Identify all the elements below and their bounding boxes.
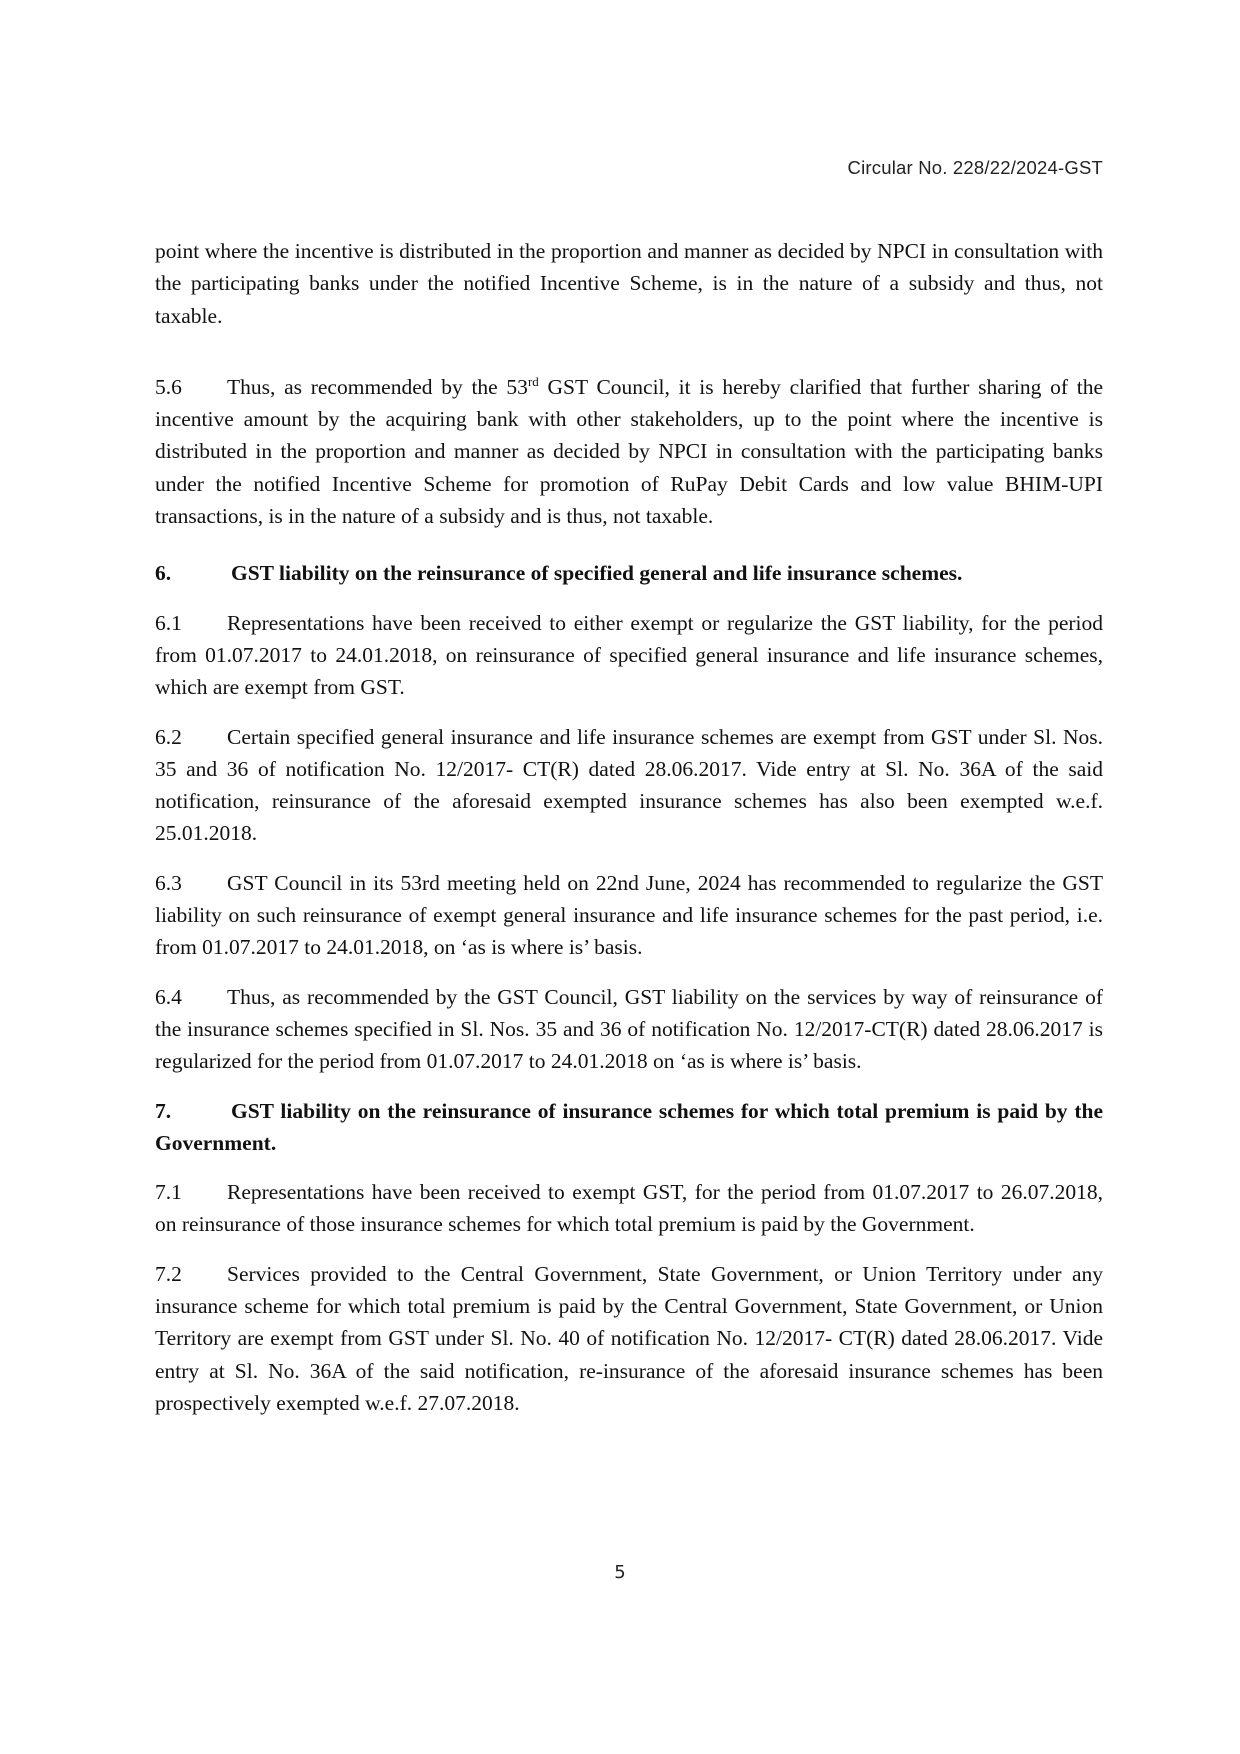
paragraph-text: Representations have been received to exempt GST, for the period from 01.07.2017 to 26.07.2018, on reinsurance of those insurance schemes for which total premium is paid by the Government. <box>155 1180 1103 1237</box>
paragraph-text: Services provided to the Central Government, State Government, or Union Territory under any insurance scheme for which total premium is paid by the Central Government, State Government, or Union Territory are exempt from GST under Sl. No. 40 of notification No. 12/2017- CT(R) dated 28.06.2017. Vide entry at Sl. No. 36A of the said notification, re-insurance of the aforesaid insurance schemes has been prospectively exempted w.e.f. 27.07.2018. <box>155 1261 1103 1415</box>
section-title: GST liability on the reinsurance of specified general and life insurance schemes. <box>231 561 963 586</box>
paragraph-number: 6.4 <box>155 984 182 1009</box>
circular-number: Circular No. 228/22/2024-GST <box>847 157 1103 178</box>
paragraph-text: point where the incentive is distributed in the proportion and manner as decided by NPCI in consultation with the participating banks under the notified Incentive Scheme, is in the nature of a subsidy and thus, not taxable. <box>155 239 1103 328</box>
paragraph-7-1 <box>155 1176 1103 1241</box>
page-number: 5 <box>614 1562 626 1583</box>
paragraph-number: 6.2 <box>155 724 182 749</box>
superscript-rd: rd <box>527 373 539 389</box>
section-heading-6 <box>155 557 1103 589</box>
section-heading-7 <box>155 1095 1103 1160</box>
paragraph-text: Certain specified general insurance and life insurance schemes are exempt from GST under Sl. Nos. 35 and 36 of notification No. 12/2017- CT(R) dated 28.06.2017. Vide entry at Sl. No. 36A of the said notification, reinsurance of the aforesaid exempted insurance schemes has also been exempted w.e.f. 25.01.2018. <box>155 724 1103 846</box>
document-body <box>155 235 1103 1419</box>
paragraph-number: 6.3 <box>155 870 182 895</box>
paragraph-5-6 <box>155 371 1103 532</box>
paragraph-6-4 <box>155 981 1103 1078</box>
section-number: 6. <box>155 561 172 586</box>
paragraph-number: 7.2 <box>155 1261 182 1286</box>
paragraph-6-1 <box>155 607 1103 704</box>
paragraph-text: GST Council in its 53rd meeting held on 22nd June, 2024 has recommended to regularize the GST liability on such reinsurance of exempt general insurance and life insurance schemes for the past period, i.e. from 01.07.2017 to 24.01.2018, on ‘as is where is’ basis. <box>155 870 1103 960</box>
paragraph-text: Representations have been received to either exempt or regularize the GST liability, for the period from 01.07.2017 to 24.01.2018, on reinsurance of specified general insurance and life insurance schemes, which are exempt from GST. <box>155 610 1103 700</box>
paragraph-text-pre: Thus, as recommended by the 53 <box>227 374 528 399</box>
paragraph-7-2 <box>155 1258 1103 1419</box>
paragraph-text-post: GST Council, it is hereby clarified that further sharing of the incentive amount by the acquiring bank with other stakeholders, up to the point where the incentive is distributed in the proportion and manner as decided by NPCI in consultation with the participating banks under the notified Incentive Scheme for promotion of RuPay Debit Cards and low value BHIM-UPI transactions, is in the nature of a subsidy and is thus, not taxable. <box>155 374 1103 529</box>
paragraph-number: 6.1 <box>155 610 182 635</box>
paragraph-number: 5.6 <box>155 374 182 399</box>
paragraph-6-3 <box>155 867 1103 964</box>
paragraph-text: Thus, as recommended by the GST Council, GST liability on the services by way of reinsurance of the insurance schemes specified in Sl. Nos. 35 and 36 of notification No. 12/2017-CT(R) dated 28.06.2017 is regularized for the period from 01.07.2017 to 24.01.2018 on ‘as is where is’ basis. <box>155 984 1103 1074</box>
paragraph-6-2 <box>155 721 1103 850</box>
section-number: 7. <box>155 1098 172 1123</box>
paragraph-number: 7.1 <box>155 1180 182 1205</box>
paragraph-continuation <box>155 235 1103 332</box>
section-title: GST liability on the reinsurance of insurance schemes for which total premium is paid by the Government. <box>155 1098 1103 1155</box>
